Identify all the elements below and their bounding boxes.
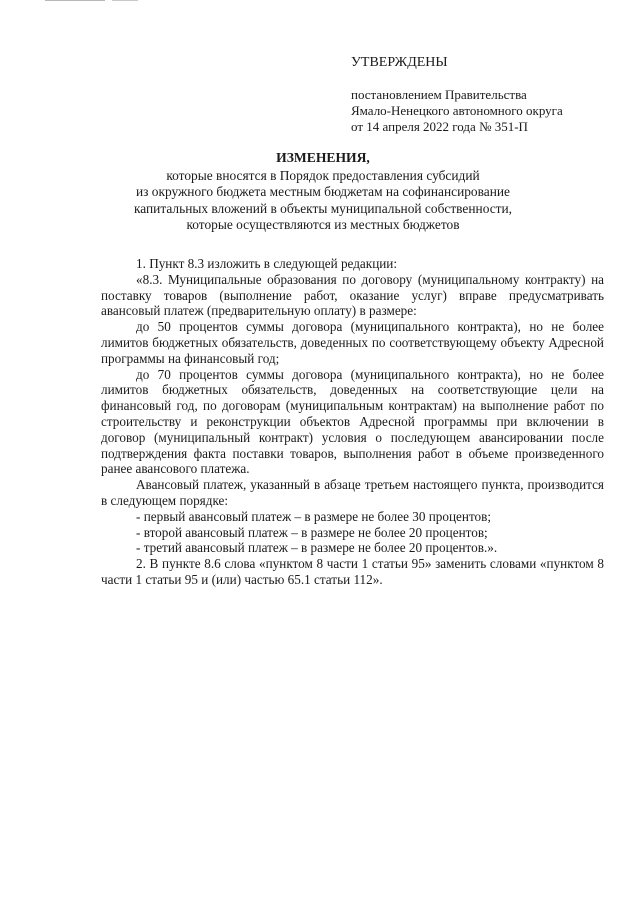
paragraph: «8.3. Муниципальные образования по договору (муниципальному контракту) на поставку товаров (выполнение работ, оказание услуг) вправе предусматривать авансовый платеж (предварительную оплату) в размере:	[101, 271, 604, 319]
paragraph: 2. В пункте 8.6 слова «пунктом 8 части 1 статьи 95» заменить словами «пунктом 8 части 1 статьи 95 и (или) частью 65.1 статьи 112».	[101, 556, 604, 587]
approval-line: от 14 апреля 2022 года № 351-П	[351, 119, 528, 134]
list-item: - третий авансовый платеж – в размере не более 20 процентов.».	[136, 540, 498, 556]
scan-artifact-line	[45, 0, 105, 1]
approval-block	[351, 55, 611, 135]
document-title: ИЗМЕНЕНИЯ,	[276, 150, 370, 165]
approval-line: Ямало-Ненецкого автономного округа	[351, 103, 563, 118]
heading-line: которые вносятся в Порядок предоставления субсидий	[166, 167, 480, 183]
document-body	[101, 256, 604, 588]
heading-line: капитальных вложений в объекты муниципальной собственности,	[133, 200, 513, 216]
paragraph: 1. Пункт 8.3 изложить в следующей редакции:	[136, 256, 398, 271]
document-heading	[110, 150, 536, 234]
paragraph: до 50 процентов суммы договора (муниципального контракта), но не более лимитов бюджетных обязательств, доведенных по соответствующему объекту Адресной программы на финансовый год;	[101, 319, 604, 366]
list-item: - первый авансовый платеж – в размере не более 30 процентов;	[136, 508, 492, 524]
paragraph: до 70 процентов суммы договора (муниципального контракта), но не более лимитов бюджетных обязательств, доведенных на соответствующие цели на финансовый год, по договорам (муниципальным контрактам) на выполнение работ по строительству и реконструкции объектов Адресной программы при включении в договор (муниципальный контракт) условия о последующем авансировании после подтверждения факта поставки товаров, выполнения работ в объеме произведенного ранее авансового платежа.	[101, 366, 604, 477]
scan-artifact-line	[112, 0, 138, 1]
approval-title: УТВЕРЖДЕНЫ	[351, 55, 448, 70]
heading-line: которые осуществляются из местных бюджетов	[186, 217, 460, 232]
paragraph: Авансовый платеж, указанный в абзаце третьем настоящего пункта, производится в следующем порядке:	[101, 477, 604, 508]
heading-line: из окружного бюджета местным бюджетам на софинансирование	[136, 184, 510, 199]
list-item: - второй авансовый платеж – в размере не более 20 процентов;	[136, 524, 488, 540]
approval-line: постановлением Правительства	[351, 87, 527, 102]
